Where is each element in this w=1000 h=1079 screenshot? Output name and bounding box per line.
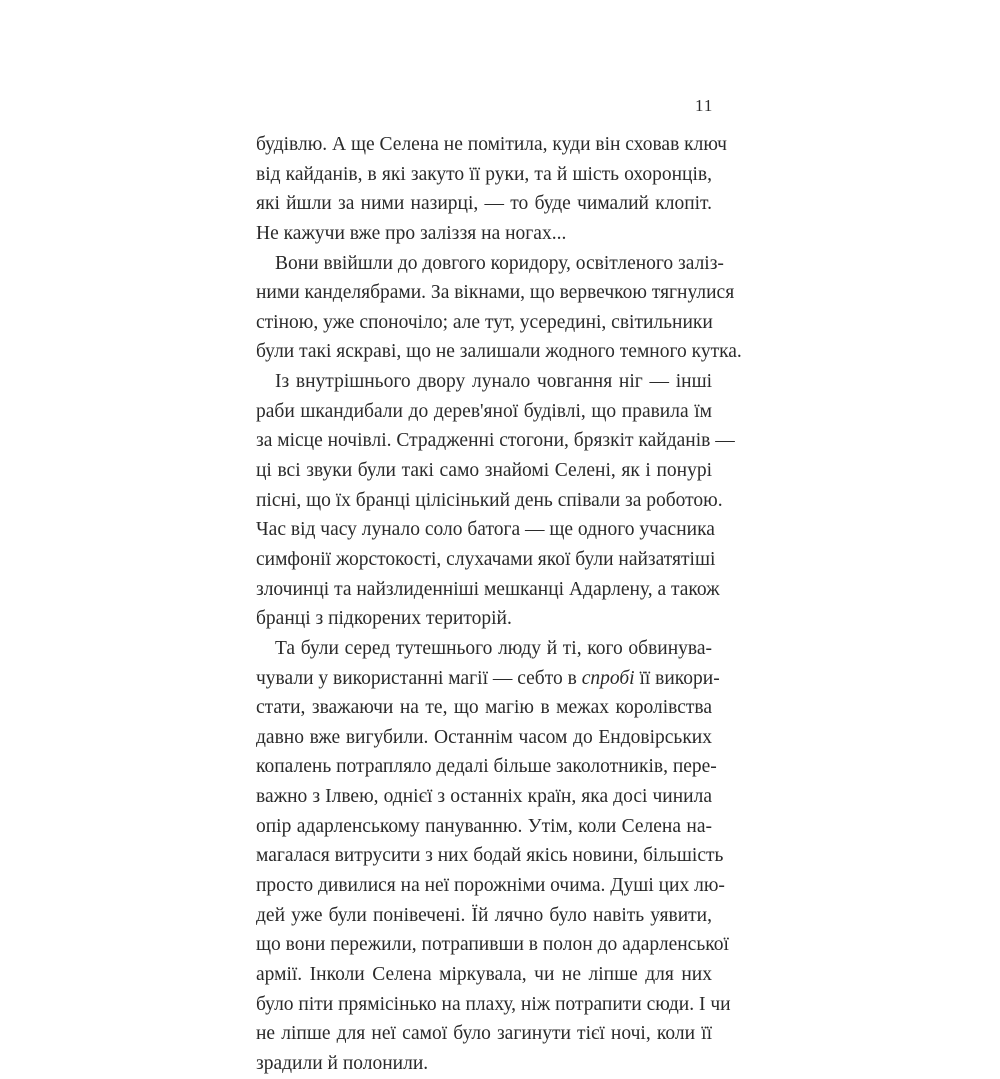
text-segment: чували у використанні магії — себто в <box>256 667 582 689</box>
body-text <box>256 130 742 1079</box>
text-line: копалень потрапляло дедалі більше заколотників, пере- <box>256 756 717 778</box>
text-line: що вони пережили, потрапивши в полон до адарленської <box>256 934 729 956</box>
text-line: армії. Інколи Селена міркувала, чи не ліпше для них <box>256 963 712 985</box>
text-line: бранці з підкорених територій. <box>256 608 512 630</box>
text-line: Час від часу лунало соло батога — ще одного учасника <box>256 519 715 541</box>
text-line: були такі яскраві, що не залишали жодного темного кутка. <box>256 341 742 363</box>
text-line: просто дивилися на неї порожніми очима. Душі цих лю- <box>256 875 725 897</box>
text-line: було піти прямісінько на плаху, ніж потрапити сюди. І чи <box>256 993 731 1015</box>
text-line: ці всі звуки були такі само знайомі Селені, як і понурі <box>256 460 712 482</box>
text-line: стіною, уже споночіло; але тут, усередині, світильники <box>256 311 713 333</box>
text-line: за місце ночівлі. Страдженні стогони, брязкіт кайданів — <box>256 430 735 452</box>
text-line: опір адарленському пануванню. Утім, коли Селена на- <box>256 815 712 837</box>
text-line: злочинці та найзлиденніші мешканці Адарлену, а також <box>256 578 720 600</box>
text-line: не ліпше для неї самої було загинути тієї ночі, коли її <box>256 1023 712 1045</box>
text-line: від кайданів, в які закуто її руки, та й шість охоронців, <box>256 163 712 185</box>
text-line: Вони ввійшли до довгого коридору, освітленого заліз- <box>275 252 724 274</box>
text-line: будівлю. А ще Селена не помітила, куди він сховав ключ <box>256 134 727 155</box>
emphasized-word: спробі <box>581 667 635 689</box>
text-line: дей уже були понівечені. Їй лячно було навіть уявити, <box>256 904 712 926</box>
text-segment: її викори- <box>634 667 720 689</box>
text-line: ними канделябрами. За вікнами, що вервечкою тягнулися <box>256 282 735 304</box>
text-line: магалася витрусити з них бодай якісь новини, більшість <box>256 845 724 867</box>
text-line: Не кажучи вже про заліззя на ногах... <box>256 222 567 244</box>
text-line: симфонії жорстокості, слухачами якої були найзатятіші <box>256 548 716 570</box>
text-line: зрадили й полонили. <box>256 1052 429 1074</box>
text-line: Та були серед тутешнього люду й ті, кого обвинува- <box>275 637 712 659</box>
text-line: Із внутрішнього двору лунало човгання ніг — інші <box>275 371 712 393</box>
text-line: важно з Ілвею, однієї з останніх країн, яка досі чинила <box>256 786 712 808</box>
text-line: пісні, що їх бранці цілісінький день співали за роботою. <box>256 489 723 511</box>
text-line: давно вже вигубили. Останнім часом до Ендовірських <box>256 726 712 748</box>
text-line <box>256 664 720 694</box>
text-line: раби шкандибали до дерев'яної будівлі, що правила їм <box>256 400 712 422</box>
page-number: 11 <box>695 96 714 115</box>
text-line: які йшли за ними назирці, — то буде чималий клопіт. <box>256 193 712 215</box>
text-line: стати, зважаючи на те, що магію в межах королівства <box>256 697 712 719</box>
